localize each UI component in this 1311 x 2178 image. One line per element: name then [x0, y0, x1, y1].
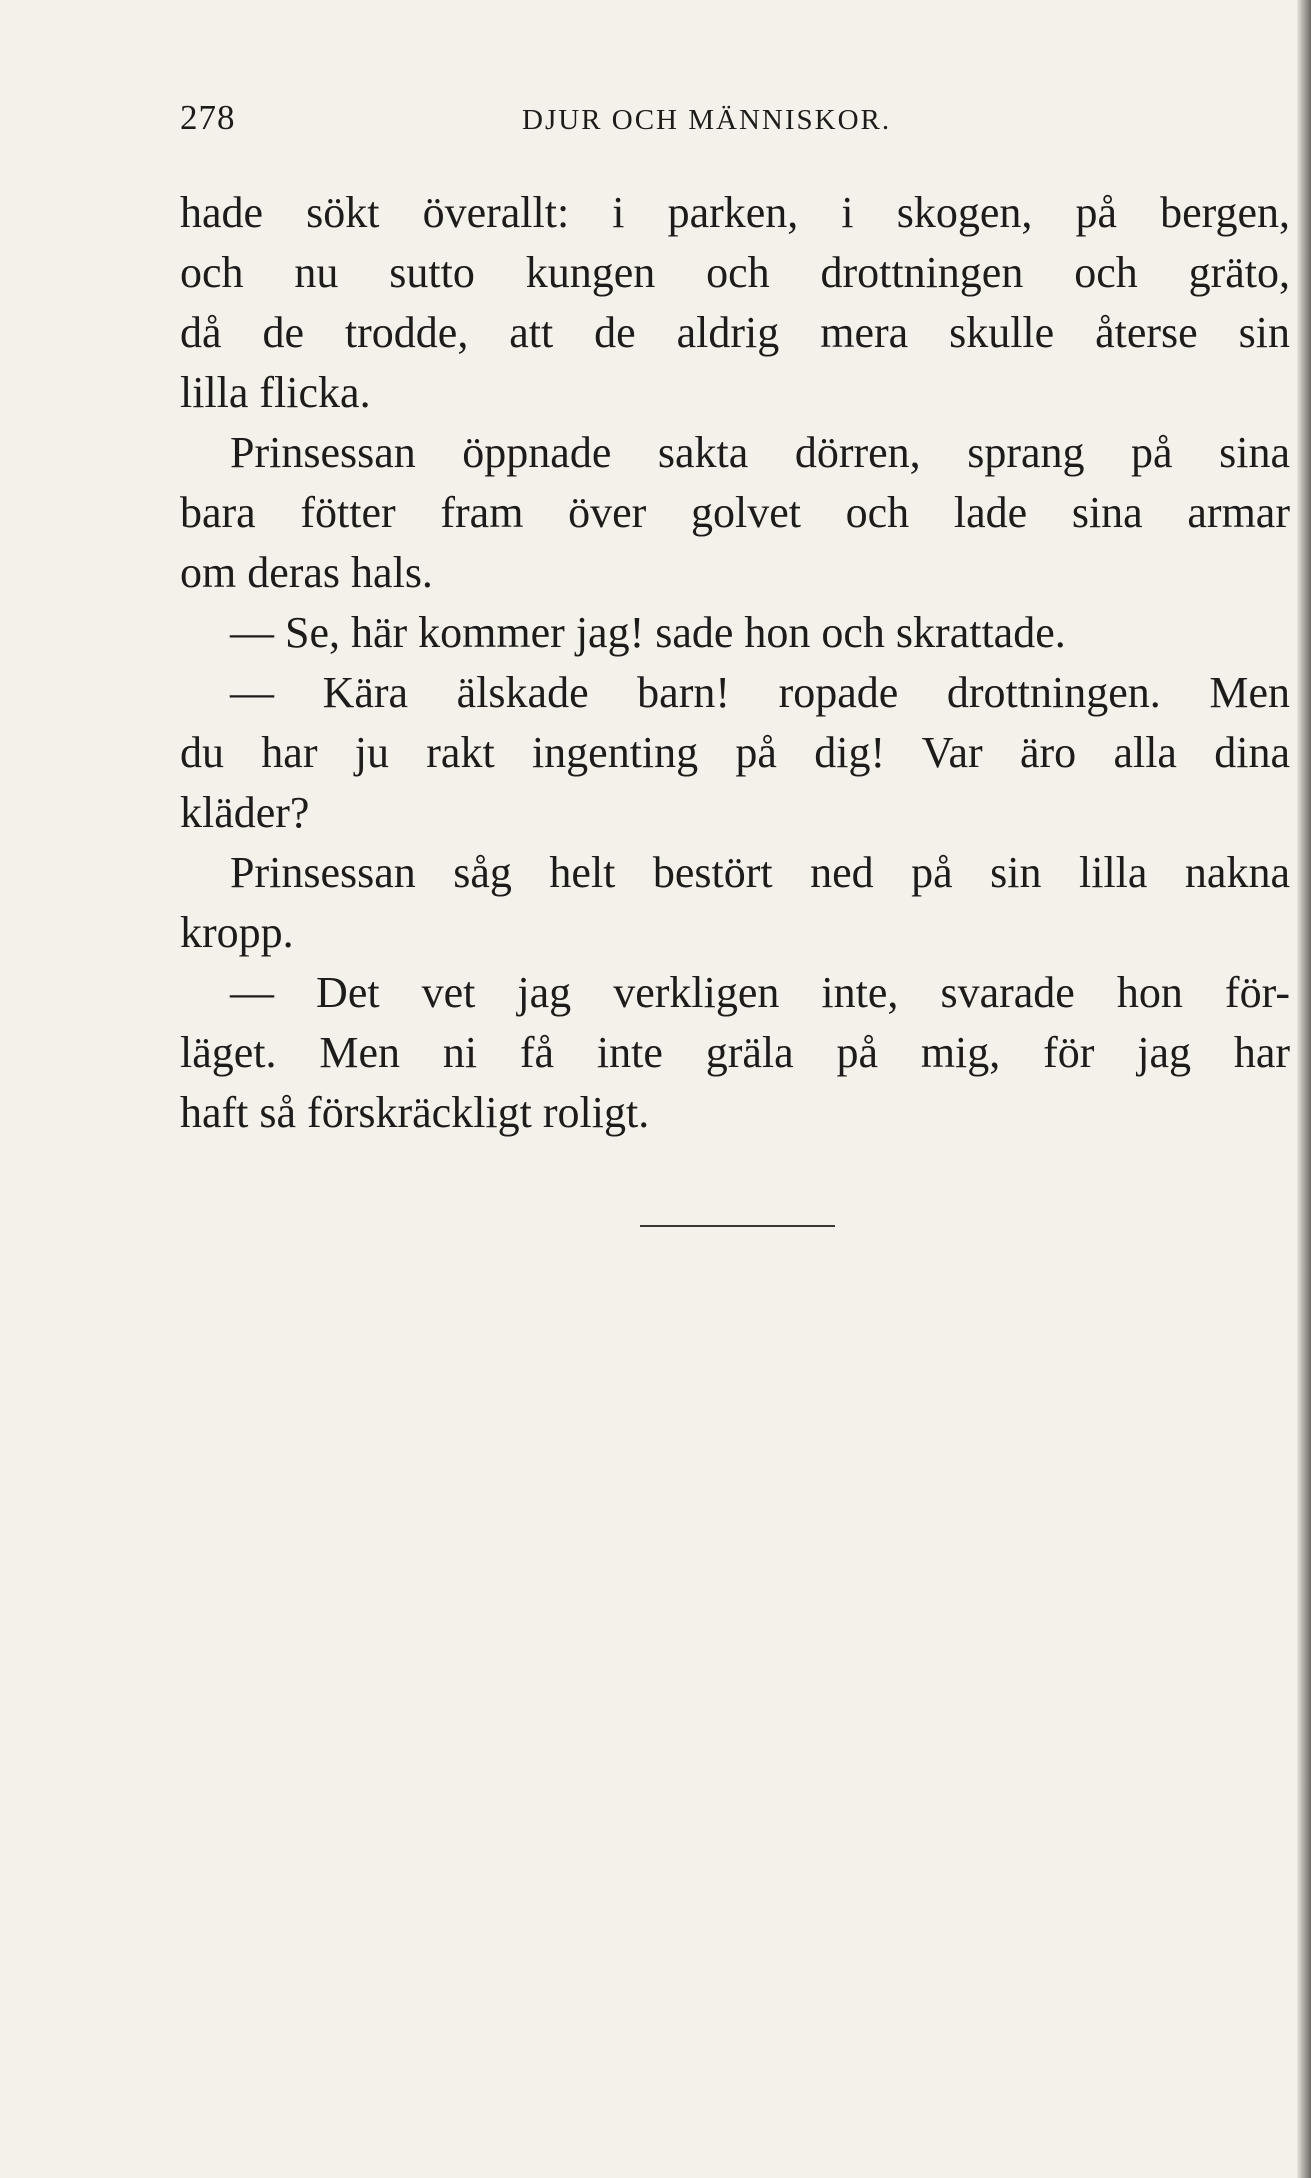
text-line: Prinsessan såg helt bestört ned på sin lilla nakna: [230, 848, 1290, 897]
text-line: bara fötter fram över golvet och lade sina armar: [180, 488, 1290, 537]
text-line: kropp.: [180, 908, 294, 957]
running-title: DJUR OCH MÄNNISKOR.: [522, 104, 892, 136]
text-line: — Kära älskade barn! ropade drottningen. Men: [230, 668, 1290, 717]
text-line: — Det vet jag verkligen inte, svarade hon för-: [230, 968, 1290, 1017]
text-line: hade sökt överallt: i parken, i skogen, på bergen,: [180, 188, 1290, 237]
running-head: [180, 98, 1290, 148]
page-number: 278: [180, 98, 236, 137]
text-line: haft så förskräckligt roligt.: [180, 1088, 650, 1137]
text-line: om deras hals.: [180, 548, 433, 597]
text-line: lilla flicka.: [180, 368, 371, 417]
page-edge-shadow: [1297, 0, 1311, 2178]
text-line: då de trodde, att de aldrig mera skulle återse sin: [180, 308, 1290, 357]
text-line: kläder?: [180, 788, 310, 837]
end-rule: [640, 1225, 835, 1227]
text-line: Prinsessan öppnade sakta dörren, sprang på sina: [230, 428, 1290, 477]
text-line: du har ju rakt ingenting på dig! Var äro alla dina: [180, 728, 1290, 777]
body-text: [180, 183, 1290, 1143]
text-line: och nu sutto kungen och drottningen och gräto,: [180, 248, 1290, 297]
text-line: — Se, här kommer jag! sade hon och skrattade.: [230, 608, 1066, 657]
text-line: läget. Men ni få inte gräla på mig, för jag har: [180, 1028, 1290, 1077]
